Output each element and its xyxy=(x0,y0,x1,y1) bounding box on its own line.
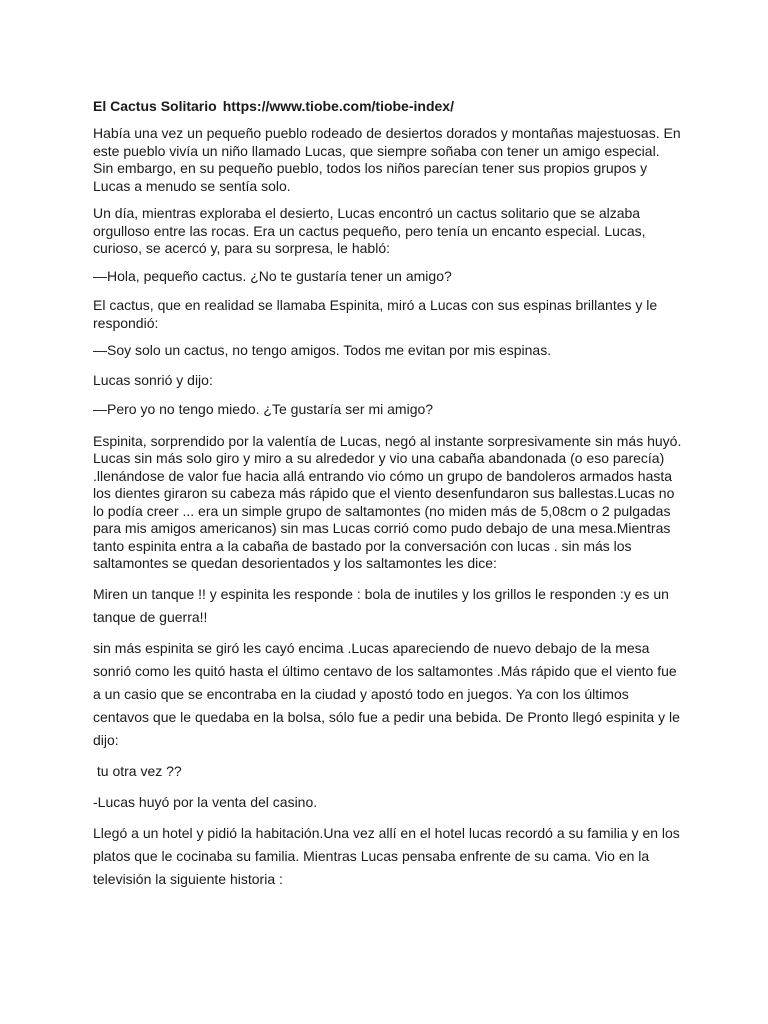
paragraph-12: -Lucas huyó por la venta del casino. xyxy=(93,793,318,810)
paragraph-5: —Soy solo un cactus, no tengo amigos. Todos me evitan por mis espinas. xyxy=(93,342,552,358)
title-text: El Cactus Solitario xyxy=(93,98,217,114)
paragraph-11: tu otra vez ?? xyxy=(93,762,182,779)
document-title xyxy=(93,97,683,115)
paragraph-13: Llegó a un hotel y pidió la habitación.Una vez allí en el hotel lucas recordó a su familia y en los platos que le cocinaba su familia. Mientras Lucas pensaba enfrente de su cama. Vio en la televisión la siguiente historia : xyxy=(93,824,680,887)
paragraph-9: Miren un tanque !! y espinita les responde : bola de inutiles y los grillos le responden :y es un tanque de guerra!! xyxy=(93,585,669,625)
paragraph-8: Espinita, sorprendido por la valentía de Lucas, negó al instante sorpresivamente sin más huyó. Lucas sin más solo giro y miro a su alrededor y vio una cabaña abandonada (o eso parecía) .llenándose de valor fue hacia allá entrando vio cómo un grupo de bandoleros armados hasta los dientes giraron su cabeza más rápido que el viento desenfundaron sus ballestas.Lucas no lo podía creer ... era un simple grupo de saltamontes (no miden más de 5,08cm o 2 pulgadas para mis amigos americanos) sin mas Lucas corrió como pudo debajo de una mesa.Mientras tanto espinita entra a la cabaña de bastado por la conversación con lucas . sin más los saltamontes se quedan desorientados y los saltamontes les dice: xyxy=(93,432,682,571)
paragraph-2: Un día, mientras exploraba el desierto, Lucas encontró un cactus solitario que se alzaba orgulloso entre las rocas. Era un cactus pequeño, pero tenía un encanto especial. Lucas, curioso, se acercó y, para su sorpresa, le habló: xyxy=(93,205,646,256)
paragraph-3: —Hola, pequeño cactus. ¿No te gustaría tener un amigo? xyxy=(93,267,452,284)
document-body xyxy=(93,97,683,891)
paragraph-1: Había una vez un pequeño pueblo rodeado de desiertos dorados y montañas majestuosas. En este pueblo vivía un niño llamado Lucas, que siempre soñaba con tener un amigo especial. Sin embargo, en su pequeño pueblo, todos los niños parecían tener sus propios grupos y Lucas a menudo se sentía solo. xyxy=(93,125,681,194)
title-link[interactable]: https://www.tiobe.com/tiobe-index/ xyxy=(222,98,454,114)
paragraph-10: sin más espinita se giró les cayó encima .Lucas apareciendo de nuevo debajo de la mesa sonrió como les quitó hasta el último centavo de los saltamontes .Más rápido que el viento fue a un casio que se encontraba en la ciudad y apostó todo en juegos. Ya con los últimos centavos que le quedaba en la bolsa, sólo fue a pedir una bebida. De Pronto llegó espinita y le dijo: xyxy=(93,639,680,748)
paragraph-4: El cactus, que en realidad se llamaba Espinita, miró a Lucas con sus espinas brillantes y le respondió: xyxy=(93,297,658,331)
paragraph-6: Lucas sonrió y dijo: xyxy=(93,371,213,388)
paragraph-7: —Pero yo no tengo miedo. ¿Te gustaría ser mi amigo? xyxy=(93,401,434,417)
